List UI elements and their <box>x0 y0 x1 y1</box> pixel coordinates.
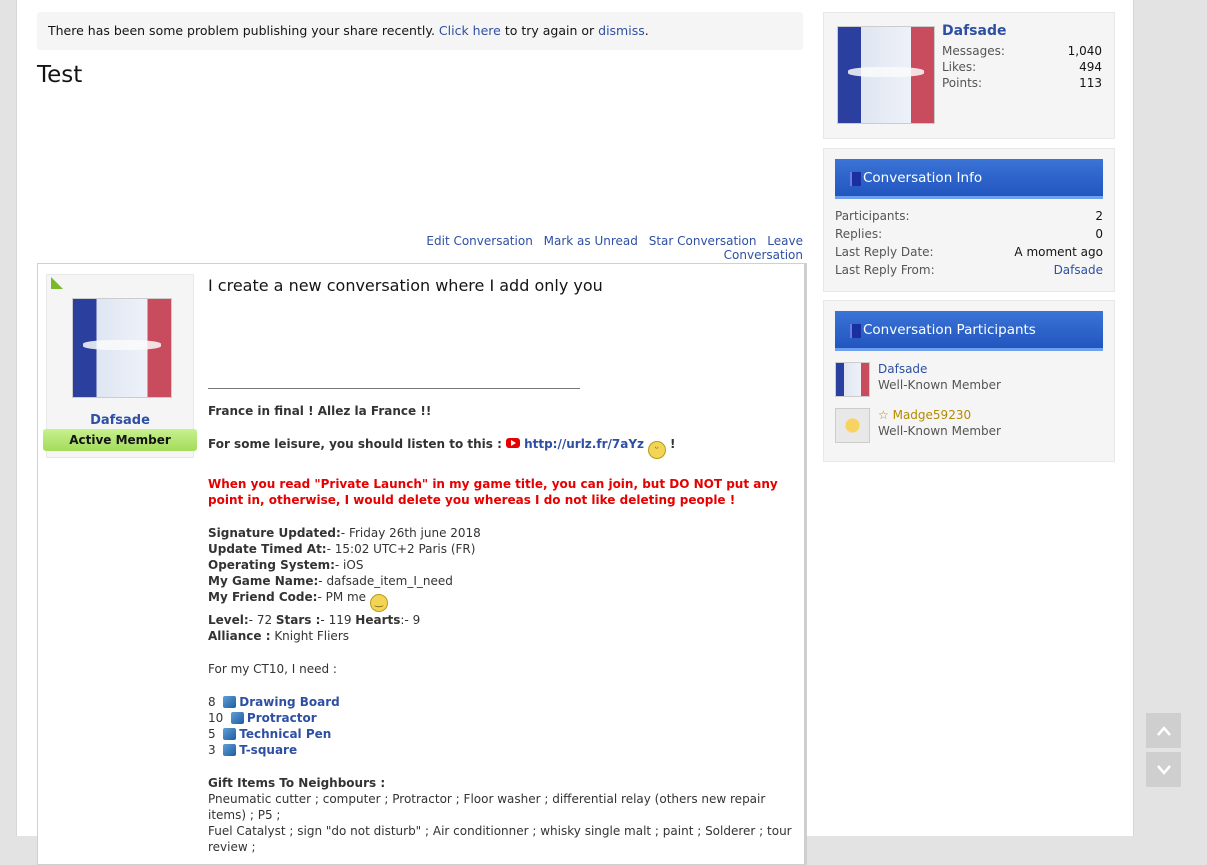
friend-code-value: - PM me <box>317 590 370 604</box>
notice-mid-text: to try again or <box>500 23 599 38</box>
participant-avatar[interactable] <box>835 362 870 397</box>
stat-label: Likes: <box>942 60 977 74</box>
gift-line: Fuel Catalyst ; sign "do not disturb" ; Air conditionner ; whisky single malt ; paint ; Solderer ; tour review ; <box>208 824 792 854</box>
sig-field-value: - iOS <box>334 558 364 572</box>
item-link[interactable]: Technical Pen <box>239 727 332 741</box>
plane-image <box>83 340 161 350</box>
leisure-link[interactable]: http://urlz.fr/7aYz <box>524 437 644 451</box>
notice-end: . <box>644 23 649 38</box>
item-link[interactable]: Drawing Board <box>239 695 340 709</box>
chevron-up-icon <box>1157 726 1171 736</box>
info-value: A moment ago <box>1014 245 1103 259</box>
hearts-label: Hearts <box>355 613 401 627</box>
technical-pen-icon <box>223 728 236 740</box>
publish-error-notice <box>37 12 803 50</box>
level-value: - 72 <box>248 613 276 627</box>
info-row-last-reply-from <box>835 263 1103 277</box>
item-link[interactable]: Protractor <box>246 711 317 725</box>
new-message-indicator <box>51 277 63 289</box>
sig-field-label: Signature Updated: <box>208 526 341 540</box>
conversation-info-heading: Conversation Info <box>835 159 1103 199</box>
participants-heading: Conversation Participants <box>835 311 1103 351</box>
profile-name[interactable]: Dafsade <box>942 23 1007 39</box>
sig-field-label: Operating System: <box>208 558 335 572</box>
conversation-info-panel <box>823 148 1115 292</box>
stat-label: Points: <box>942 76 983 90</box>
conversation-actions <box>377 234 803 262</box>
t-square-icon <box>223 744 236 756</box>
dismiss-link[interactable]: dismiss <box>598 23 645 38</box>
info-value: 0 <box>1095 227 1103 241</box>
sig-field-label: My Game Name: <box>208 574 319 588</box>
participant-name[interactable] <box>878 408 971 422</box>
info-label: Last Reply From: <box>835 263 935 277</box>
message-text: I create a new conversation where I add only you <box>208 276 603 295</box>
message-user-info <box>46 274 194 458</box>
item-qty: 5 <box>208 727 216 741</box>
stat-messages <box>942 44 1102 58</box>
scroll-bottom-button[interactable] <box>1146 752 1181 787</box>
avatar[interactable] <box>72 298 172 398</box>
item-row <box>208 726 793 742</box>
stars-label: Stars : <box>275 613 321 627</box>
info-label: Participants: <box>835 209 910 223</box>
stat-value: 113 <box>1079 76 1102 90</box>
wink-smiley-icon: ‿ <box>370 594 388 612</box>
info-row-replies <box>835 227 1103 241</box>
plane-image <box>848 67 925 77</box>
info-value: 2 <box>1095 209 1103 223</box>
click-here-link[interactable]: Click here <box>438 23 501 38</box>
message-author-name[interactable]: Dafsade <box>90 413 150 428</box>
mark-as-unread-link[interactable]: Mark as Unread <box>543 234 638 248</box>
signature <box>208 388 793 855</box>
signature-divider <box>208 388 580 389</box>
stat-value: 1,040 <box>1067 44 1102 58</box>
participant-name-text: Madge59230 <box>892 408 972 422</box>
stars-value: - 119 <box>320 613 356 627</box>
stat-label: Messages: <box>942 44 1005 58</box>
level-label: Level: <box>208 613 249 627</box>
participant-name[interactable]: Dafsade <box>878 362 928 376</box>
info-label: Last Reply Date: <box>835 245 934 259</box>
visitor-profile-panel <box>823 12 1115 139</box>
sig-field-label: Update Timed At: <box>208 542 327 556</box>
conversation-message <box>37 263 807 865</box>
notice-text: There has been some problem publishing your share recently. <box>48 23 439 38</box>
item-qty: 3 <box>208 743 216 757</box>
chevron-down-icon <box>1157 765 1171 775</box>
starred-icon: ☆ <box>878 408 889 422</box>
sig-field-value: - dafsade_item_I_need <box>318 574 453 588</box>
scroll-top-button[interactable] <box>1146 713 1181 748</box>
page-title: Test <box>37 62 83 88</box>
alliance-label: Alliance : <box>208 629 271 643</box>
info-row-participants <box>835 209 1103 223</box>
edit-conversation-link[interactable]: Edit Conversation <box>426 234 533 248</box>
drawing-board-icon <box>223 696 236 708</box>
item-row <box>208 694 793 710</box>
message-body <box>208 276 793 854</box>
stat-points <box>942 76 1102 90</box>
participant-role: Well-Known Member <box>878 378 1001 392</box>
profile-avatar[interactable] <box>837 26 935 124</box>
page-container <box>16 0 1134 854</box>
friend-code-label: My Friend Code: <box>208 590 318 604</box>
ct10-text: For my CT10, I need : <box>208 662 337 676</box>
star-conversation-link[interactable]: Star Conversation <box>648 234 757 248</box>
leave-conversation-link[interactable]: Leave Conversation <box>723 234 803 262</box>
item-qty: 8 <box>208 695 216 709</box>
info-row-last-reply-date <box>835 245 1103 259</box>
sig-warning: When you read "Private Launch" in my game title, you can join, but DO NOT put any point in, otherwise, I would delete you whereas I do not like deleting people ! <box>208 477 778 507</box>
alliance-value: Knight Fliers <box>270 629 350 643</box>
participant-role: Well-Known Member <box>878 424 1001 438</box>
protractor-icon <box>231 712 244 724</box>
item-qty: 10 <box>208 711 224 725</box>
gift-label: Gift Items To Neighbours : <box>208 776 386 790</box>
info-label: Replies: <box>835 227 883 241</box>
grin-smiley-icon: ᵕ <box>648 441 666 459</box>
sig-leisure-text: For some leisure, you should listen to this : <box>208 437 507 451</box>
conversation-participants-panel <box>823 300 1115 462</box>
participant-avatar[interactable] <box>835 408 870 443</box>
gift-line: Pneumatic cutter ; computer ; Protractor ; Floor washer ; differential relay (others new repair items) ; P5 ; <box>208 792 766 822</box>
stat-likes <box>942 60 1102 74</box>
hearts-value: :- 9 <box>400 613 421 627</box>
sig-field-value: - Friday 26th june 2018 <box>340 526 481 540</box>
sig-headline: France in final ! Allez la France !! <box>208 404 432 418</box>
user-title-badge: Active Member <box>43 429 197 451</box>
sig-field-value: - 15:02 UTC+2 Paris (FR) <box>326 542 476 556</box>
sig-leisure-end: ! <box>665 437 676 451</box>
item-row <box>208 742 793 758</box>
item-row <box>208 710 793 726</box>
item-link[interactable]: T-square <box>239 743 298 757</box>
stat-value: 494 <box>1079 60 1102 74</box>
last-reply-user-link[interactable]: Dafsade <box>1053 263 1103 277</box>
youtube-icon <box>506 438 520 448</box>
